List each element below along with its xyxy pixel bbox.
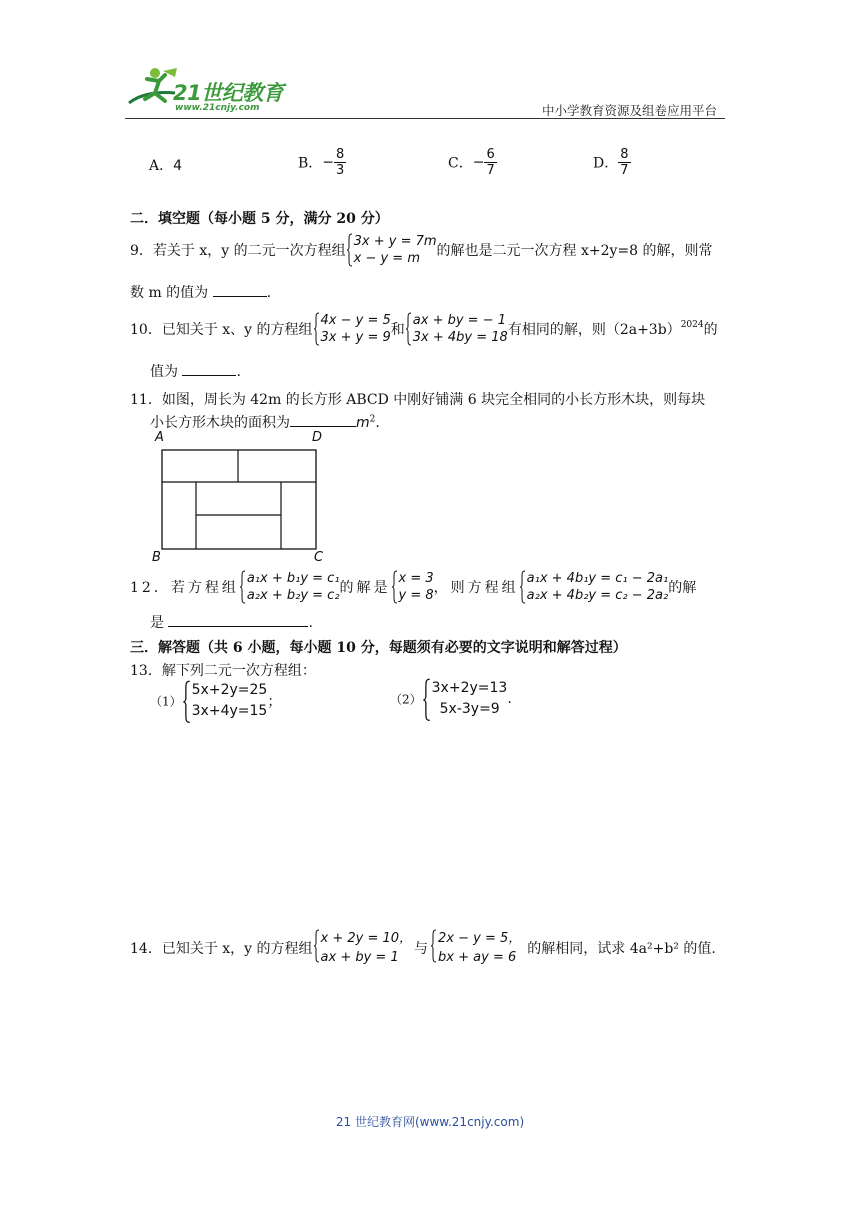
q14-system2 [430, 929, 521, 967]
logo-url-text: www.21cnjy.com [175, 103, 260, 113]
q10-eq1: 4x − y = 5 [320, 313, 391, 328]
logo-main-text: 21世纪教育 [173, 81, 284, 105]
q12-system3 [519, 570, 669, 604]
rectangle-tiling-diagram [150, 430, 340, 568]
q10-suffix2: 的 [703, 322, 718, 338]
q12-mid: 的解是 [339, 580, 391, 596]
vertex-label-b: B [152, 550, 161, 565]
choice-b-sign: − [322, 154, 335, 171]
q14-eq1: x + 2y = 10， [320, 931, 413, 946]
q10-line2-text: 值为 [150, 364, 178, 380]
q12-eq4: y = 8 [398, 588, 434, 603]
q9-eq1: 3x + y = 7m [353, 234, 437, 249]
vertex-label-c: C [314, 550, 324, 565]
q10-mid: 和 [390, 322, 405, 338]
q9-line2-text: 数 m 的值为 [130, 285, 209, 301]
choice-a-value: 4 [173, 158, 183, 174]
q14-eq4: bx + ay = 6 [438, 950, 517, 965]
left-brace-icon [430, 929, 437, 963]
choice-d-fraction [618, 147, 630, 178]
q13-part1-eq1: 5x+2y=25 [191, 682, 268, 698]
section2-title: 二．填空题（每小题 5 分，满分 20 分） [130, 211, 389, 227]
q13-stem: 13．解下列二元一次方程组： [130, 663, 316, 679]
section3-title: 三．解答题（共 6 小题，每小题 10 分，每题须有必要的文字说明和解答过程） [130, 640, 627, 656]
choice-c-denominator: 7 [486, 163, 495, 178]
header [0, 0, 860, 125]
choice-a [149, 155, 182, 175]
q11-line1: 11．如图，周长为 42m 的长方形 ABCD 中刚好铺满 6 块完全相同的小长方形木块，则每块 [130, 392, 706, 408]
q10-eq2: 3x + y = 9 [320, 330, 391, 345]
left-brace-icon [182, 680, 191, 724]
choice-d [593, 147, 631, 178]
q10-suffix: 有相同的解，则（2a+3b） [507, 322, 681, 338]
q9-suffix: 的解也是二元一次方程 x+2y=8 的解，则常 [436, 243, 713, 259]
q14-prefix: 14．已知关于 x，y 的方程组 [130, 941, 313, 957]
q12-eq6: a₂x + 4b₂y = c₂ − 2a₂ [526, 588, 669, 603]
q10-line2 [150, 361, 241, 381]
q9-line2 [130, 282, 271, 302]
left-brace-icon [519, 570, 526, 604]
choice-d-numerator: 8 [620, 147, 629, 162]
choice-c [448, 147, 497, 178]
q12-mid2: ，则方程组 [433, 580, 519, 596]
q14-line1 [130, 929, 716, 969]
q9-line1 [130, 233, 713, 269]
left-brace-icon [391, 570, 398, 604]
q9-eq2: x − y = m [353, 251, 420, 266]
vertex-label-d: D [312, 430, 323, 445]
vertex-label-a: A [155, 430, 164, 445]
q12-end: . [308, 615, 313, 631]
q10-line1 [130, 312, 718, 348]
choice-c-numerator: 6 [486, 147, 495, 162]
choice-b [298, 147, 346, 178]
left-brace-icon [422, 678, 431, 722]
q11-unit-exponent: 2 [369, 414, 376, 425]
q13-part2 [390, 678, 512, 722]
q13-part1-eq2: 3x+4y=15 [191, 703, 268, 719]
q10-exponent: 2024 [680, 320, 704, 330]
choice-d-denominator: 7 [620, 163, 629, 178]
q10-eq3: ax + by = − 1 [412, 313, 506, 328]
q10-end: . [236, 364, 241, 380]
q9-end: . [266, 285, 272, 301]
q9-prefix: 9．若关于 x，y 的二元一次方程组 [130, 243, 346, 259]
q12-eq2: a₂x + b₂y = c₂ [246, 588, 340, 603]
q14-eq3: 2x − y = 5， [438, 931, 522, 946]
q11-line2-text: 小长方形木块的面积为 [150, 415, 290, 431]
q13-part1-label: （1） [150, 694, 182, 709]
q12-eq3: x = 3 [398, 571, 434, 586]
left-brace-icon [346, 233, 353, 267]
left-brace-icon [239, 570, 246, 604]
q12-eq1: a₁x + b₁y = c₁ [246, 571, 340, 586]
q10-answer-blank[interactable] [182, 361, 236, 376]
q12-system2 [391, 570, 434, 604]
left-brace-icon [405, 312, 412, 346]
q10-prefix: 10．已知关于 x、y 的方程组 [130, 322, 313, 338]
q13-part2-end: . [507, 691, 512, 707]
choice-b-numerator: 8 [336, 147, 345, 162]
q12-suffix: 的解 [668, 580, 697, 596]
q14-mid: 与 [414, 941, 429, 957]
choice-b-denominator: 3 [336, 163, 345, 178]
q10-system1 [313, 312, 391, 346]
choice-b-fraction [334, 147, 346, 178]
q13-part1 [150, 680, 281, 724]
q14-system1 [313, 929, 413, 967]
q13-part2-eq2: 5x-3y=9 [439, 701, 500, 717]
q13-part2-eq1: 3x+2y=13 [431, 680, 508, 696]
q14-suffix: 的解相同，试求 4a²+b² 的值. [527, 941, 716, 957]
q12-line1 [130, 570, 696, 606]
choice-a-label: A． [149, 158, 174, 174]
q11-figure [150, 430, 340, 568]
q13-part2-label: （2） [390, 692, 422, 707]
q12-line2 [150, 612, 313, 632]
q12-answer-blank[interactable] [168, 612, 308, 627]
header-rule [125, 118, 725, 119]
choice-c-sign: − [472, 154, 485, 171]
q12-prefix: 12．若方程组 [130, 580, 239, 596]
q12-system1 [239, 570, 340, 604]
q13-part1-system [182, 680, 268, 722]
q11-unit: m [356, 415, 370, 431]
q9-answer-blank[interactable] [213, 282, 267, 297]
q13-part2-system [422, 678, 508, 720]
choice-d-label: D． [593, 155, 619, 172]
choice-b-label: B． [298, 155, 323, 172]
q12-line2-text: 是 [150, 615, 164, 631]
header-right-title: 中小学教育资源及组卷应用平台 [542, 103, 718, 118]
q11-line2 [150, 412, 380, 432]
q12-eq5: a₁x + 4b₁y = c₁ − 2a₁ [526, 571, 669, 586]
left-brace-icon [313, 929, 320, 963]
q9-system [346, 233, 437, 267]
logo [125, 65, 295, 115]
choice-c-label: C． [448, 155, 473, 172]
q14-eq2: ax + by = 1 [320, 950, 399, 965]
q13-part1-end: ； [267, 694, 282, 710]
q11-answer-blank[interactable] [290, 412, 356, 427]
left-brace-icon [313, 312, 320, 346]
footer-link[interactable]: 21 世纪教育网(www.21cnjy.com) [335, 1115, 525, 1129]
q10-system2 [405, 312, 508, 346]
q10-eq4: 3x + 4by = 18 [412, 330, 508, 345]
choice-c-fraction [484, 147, 496, 178]
q11-end: . [375, 415, 380, 431]
